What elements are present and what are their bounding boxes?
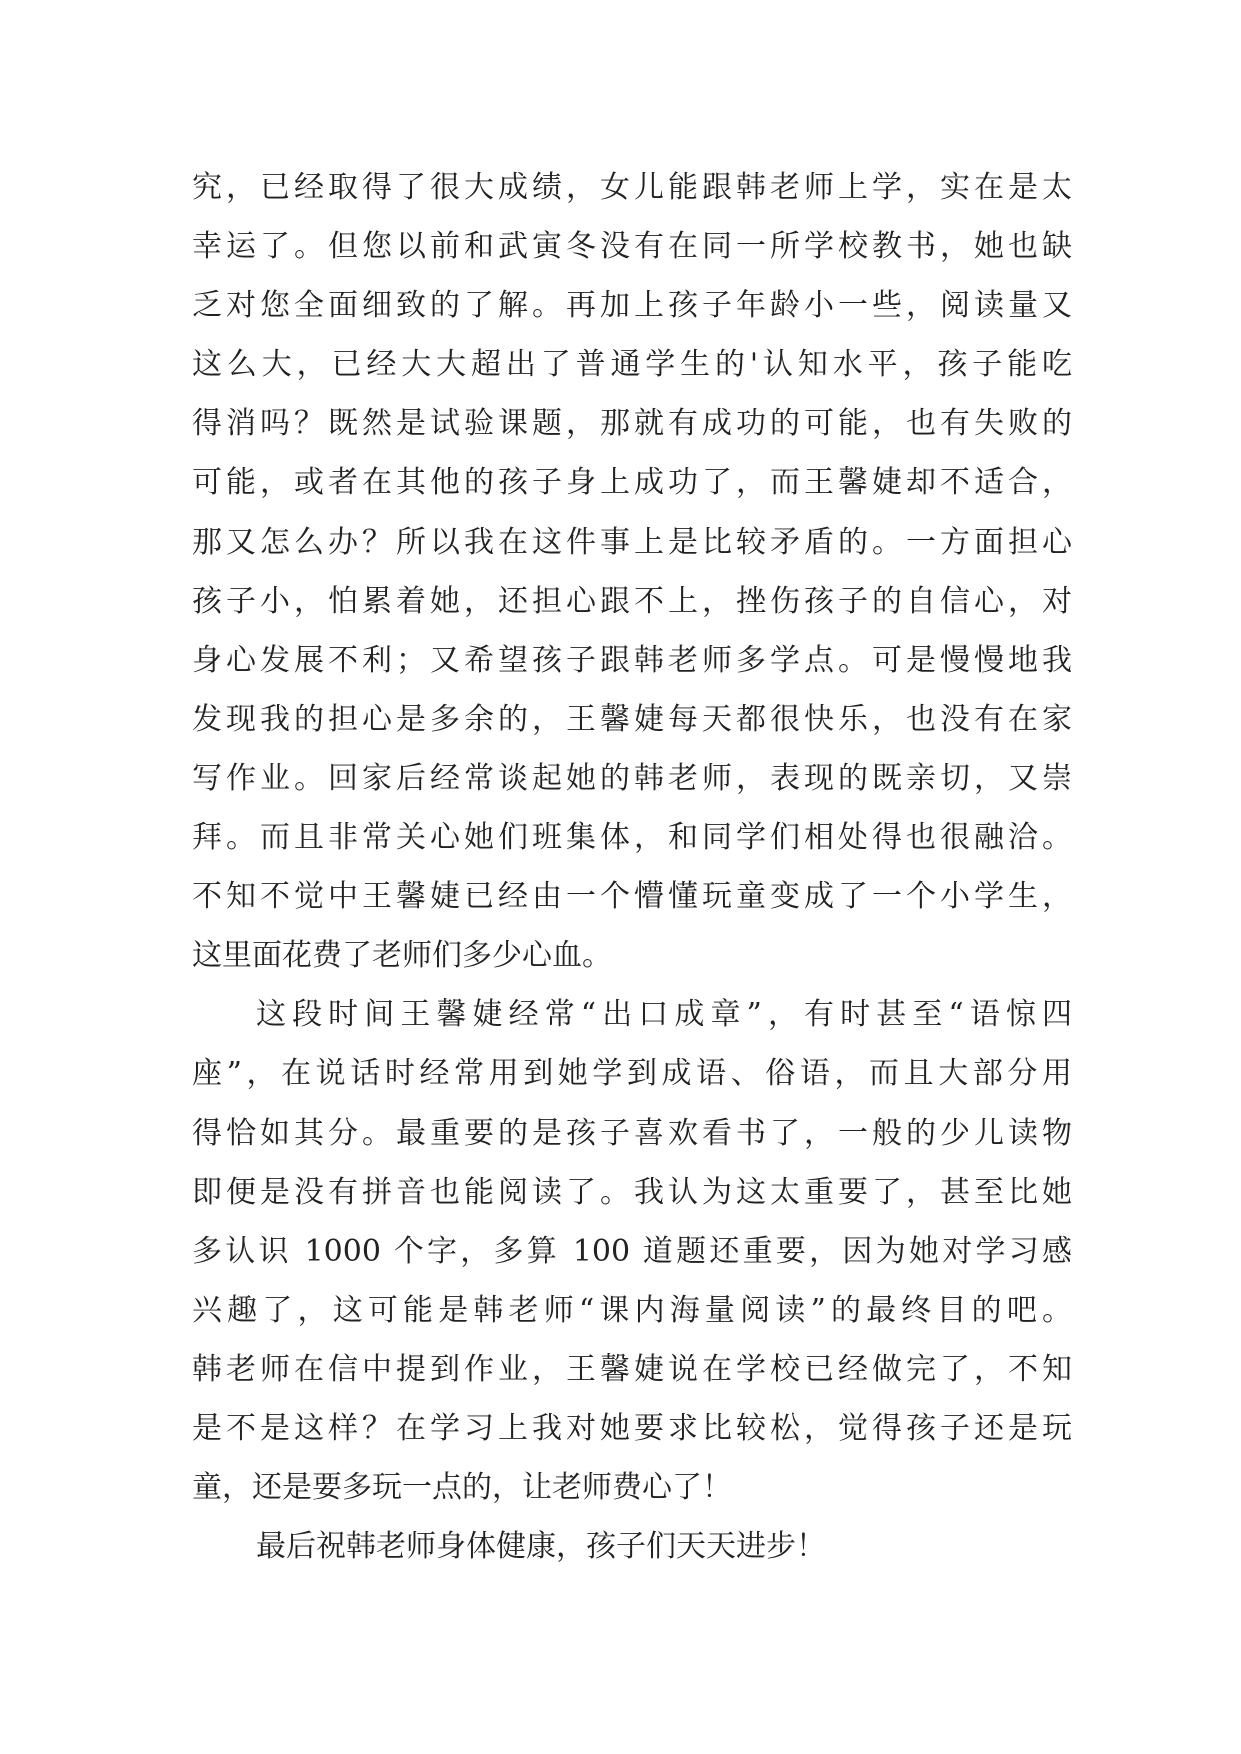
text-line: 幸运了。但您以前和武寅冬没有在同一所学校教书，她也缺	[192, 229, 1072, 265]
text-line: 韩老师在信中提到作业，王馨婕说在学校已经做完了，不知	[192, 1351, 1072, 1387]
text-line: 究，已经取得了很大成绩，女儿能跟韩老师上学，实在是太	[192, 170, 1072, 205]
text-line: 那又怎么办？所以我在这件事上是比较矛盾的。一方面担心	[192, 524, 1072, 560]
text-line: 座”，在说话时经常用到她学到成语、俗语，而且大部分用	[192, 1056, 1072, 1092]
text-line: 得恰如其分。最重要的是孩子喜欢看书了，一般的少儿读物	[192, 1115, 1072, 1151]
letter-body	[192, 158, 1072, 1576]
text-line: 是不是这样？在学习上我对她要求比较松，觉得孩子还是玩	[192, 1410, 1072, 1446]
paragraph-start-line: 这段时间王馨婕经常“出口成章”，有时甚至“语惊四	[256, 997, 1072, 1033]
text-line: 即便是没有拼音也能阅读了。我认为这太重要了，甚至比她	[192, 1174, 1072, 1210]
text-line: 兴趣了，这可能是韩老师“课内海量阅读”的最终目的吧。	[192, 1292, 1072, 1328]
text-line: 可能，或者在其他的孩子身上成功了，而王馨婕却不适合，	[192, 465, 1072, 501]
text-line: 写作业。回家后经常谈起她的韩老师，表现的既亲切，又崇	[192, 760, 1072, 796]
text-line: 发现我的担心是多余的，王馨婕每天都很快乐，也没有在家	[192, 701, 1072, 737]
text-line: 童，还是要多玩一点的，让老师费心了！	[192, 1470, 732, 1506]
text-line: 不知不觉中王馨婕已经由一个懵懂玩童变成了一个小学生，	[192, 879, 1072, 915]
text-line: 多认识 1000 个字，多算 100 道题还重要，因为她对学习感	[192, 1233, 1072, 1269]
closing-line: 最后祝韩老师身体健康，孩子们天天进步！	[256, 1529, 826, 1565]
text-line: 这里面花费了老师们多少心血。	[192, 938, 612, 974]
text-line: 得消吗？既然是试验课题，那就有成功的可能，也有失败的	[192, 406, 1072, 442]
text-line: 乏对您全面细致的了解。再加上孩子年龄小一些，阅读量又	[192, 288, 1072, 324]
text-line: 拜。而且非常关心她们班集体，和同学们相处得也很融洽。	[192, 820, 1072, 856]
text-line: 这么大，已经大大超出了普通学生的'认知水平，孩子能吃	[192, 347, 1072, 383]
text-line: 身心发展不利；又希望孩子跟韩老师多学点。可是慢慢地我	[192, 642, 1072, 678]
text-line: 孩子小，怕累着她，还担心跟不上，挫伤孩子的自信心，对	[192, 583, 1072, 619]
